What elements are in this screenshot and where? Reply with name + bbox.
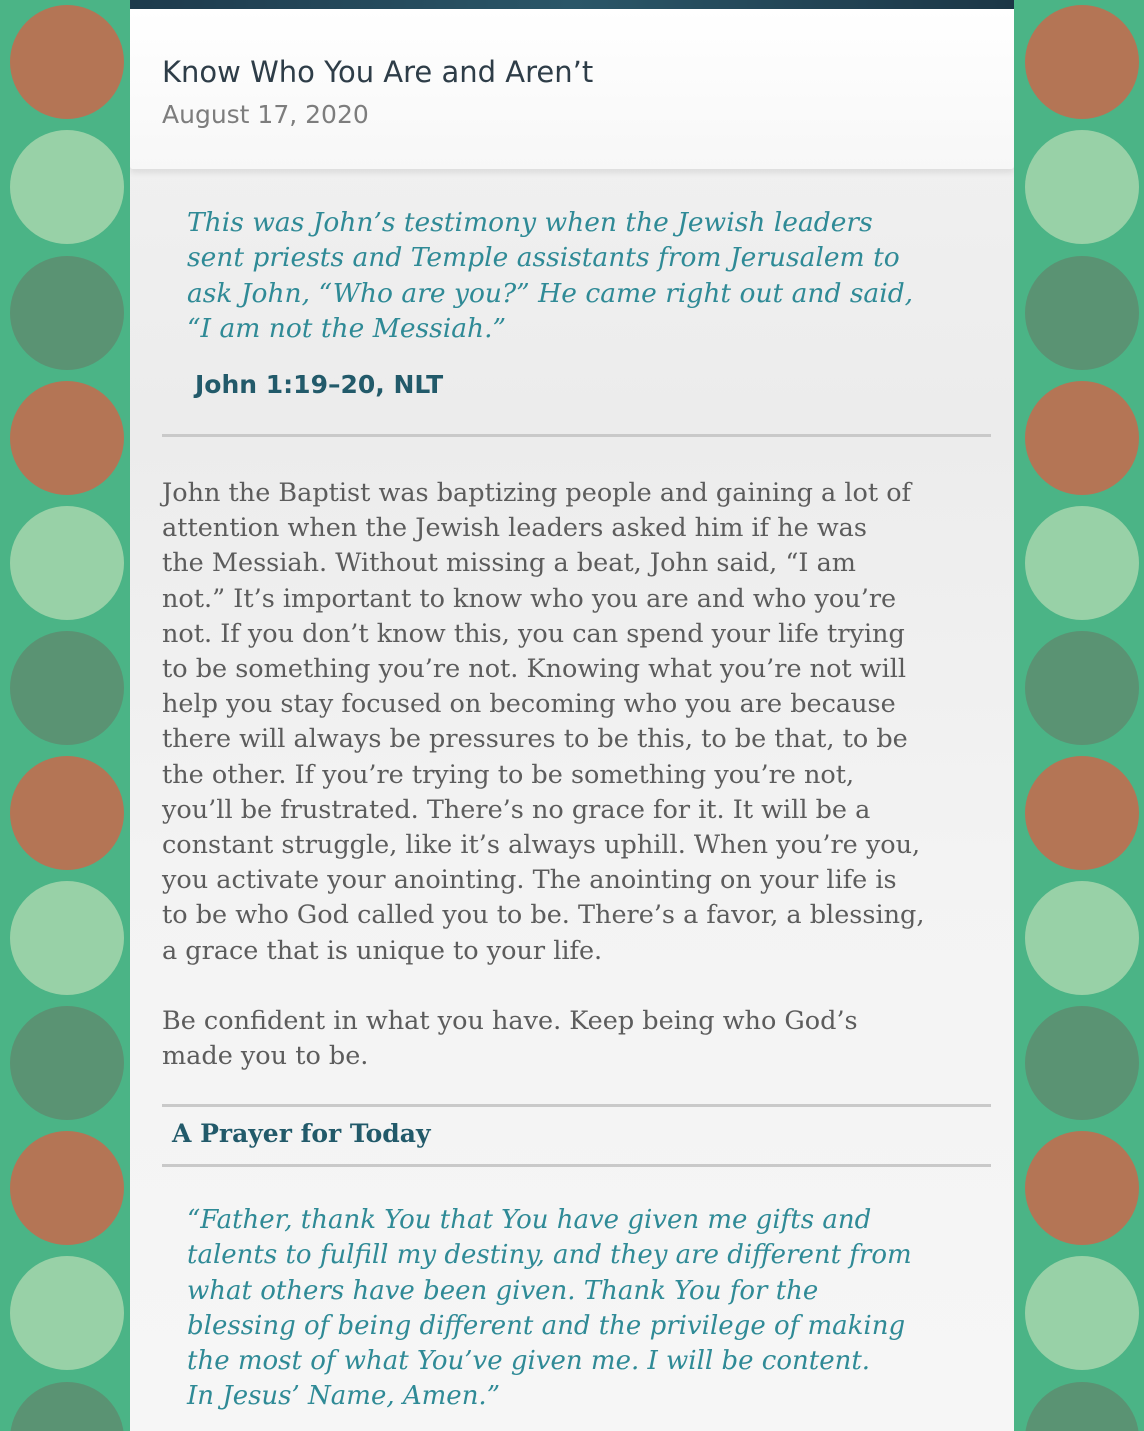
decorative-dot <box>10 756 124 870</box>
decorative-dot <box>10 381 124 495</box>
devotional-header <box>130 9 1014 169</box>
decorative-dot <box>1025 1131 1139 1245</box>
prayer-line: In Jesus’ Name, Amen.” <box>187 1381 500 1412</box>
scripture-line: This was John’s testimony when the Jewish leaders <box>187 207 873 238</box>
section-divider <box>162 434 991 437</box>
prayer-line: what others have been given. Thank You for the <box>187 1275 819 1306</box>
decorative-dot <box>1025 631 1139 745</box>
decorative-dot <box>10 130 124 244</box>
text-line: the other. If you’re trying to be something you’re not, <box>162 759 855 790</box>
text-line: there will always be pressures to be this, to be that, to be <box>162 724 908 755</box>
decorative-dot <box>1025 130 1139 244</box>
prayer-line: talents to fulfill my destiny, and they are different from <box>187 1240 912 1271</box>
text-line: not.” It’s important to know who you are and who you’re <box>162 583 897 614</box>
scripture-line: sent priests and Temple assistants from Jerusalem to <box>187 242 900 274</box>
section-divider <box>162 1104 991 1107</box>
left-dot-border <box>0 0 130 1431</box>
decorative-dot <box>10 881 124 995</box>
decorative-dot <box>1025 381 1139 495</box>
text-line: help you stay focused on becoming who you are because <box>162 689 896 720</box>
prayer-line: the most of what You’ve given me. I will be content. <box>187 1346 871 1377</box>
scripture-verse <box>187 205 977 346</box>
text-line: you’ll be frustrated. There’s no grace for it. It will be a <box>162 794 871 825</box>
section-divider <box>162 1164 991 1167</box>
text-line: John the Baptist was baptizing people and gaining a lot of <box>162 478 911 508</box>
devotional-title: Know Who You Are and Aren’t <box>162 55 594 89</box>
text-line: made you to be. <box>162 1041 369 1072</box>
decorative-dot <box>1025 1382 1139 1431</box>
prayer-line: “Father, thank You that You have given me gifts and <box>187 1205 872 1235</box>
decorative-dot <box>1025 506 1139 620</box>
decorative-dot <box>10 631 124 745</box>
text-line: Be confident in what you have. Keep being who God’s <box>162 1006 858 1036</box>
text-line: to be something you’re not. Knowing what you’re not will <box>162 654 907 685</box>
scripture-line: ask John, “Who are you?” He came right out and said, <box>187 277 914 309</box>
scripture-line: “I am not the Messiah.” <box>187 312 507 344</box>
devotional-date: August 17, 2020 <box>162 100 369 129</box>
decorative-dot <box>1025 1256 1139 1370</box>
text-line: a grace that is unique to your life. <box>162 935 603 966</box>
text-line: not. If you don’t know this, you can spend your life trying <box>162 618 905 649</box>
text-line: attention when the Jewish leaders asked him if he was <box>162 513 867 544</box>
decorative-dot <box>10 1382 124 1431</box>
text-line: constant struggle, like it’s always uphill. When you’re you, <box>162 830 921 861</box>
text-line: the Messiah. Without missing a beat, John said, “I am <box>162 548 856 579</box>
decorative-dot <box>10 506 124 620</box>
decorative-dot <box>10 1006 124 1120</box>
decorative-dot <box>10 1131 124 1245</box>
decorative-dot <box>1025 881 1139 995</box>
prayer-heading: A Prayer for Today <box>172 1119 431 1148</box>
devotional-paragraph <box>162 1004 1002 1074</box>
devotional-paragraph <box>162 476 1002 969</box>
decorative-dot <box>1025 1006 1139 1120</box>
decorative-dot <box>10 256 124 370</box>
devotional-card[interactable] <box>130 0 1014 1431</box>
text-line: you activate your anointing. The anointing on your life is <box>162 865 897 896</box>
prayer-line: blessing of being different and the privilege of making <box>187 1310 906 1341</box>
right-dot-border <box>1014 0 1144 1431</box>
decorative-dot <box>1025 5 1139 119</box>
decorative-dot <box>1025 756 1139 870</box>
top-image-strip <box>130 0 1014 9</box>
prayer-text <box>187 1203 987 1415</box>
decorative-dot <box>1025 256 1139 370</box>
text-line: to be who God called you to be. There’s a favor, a blessing, <box>162 900 925 931</box>
decorative-dot <box>10 5 124 119</box>
decorative-dot <box>10 1256 124 1370</box>
scripture-reference: John 1:19–20, NLT <box>195 370 444 399</box>
